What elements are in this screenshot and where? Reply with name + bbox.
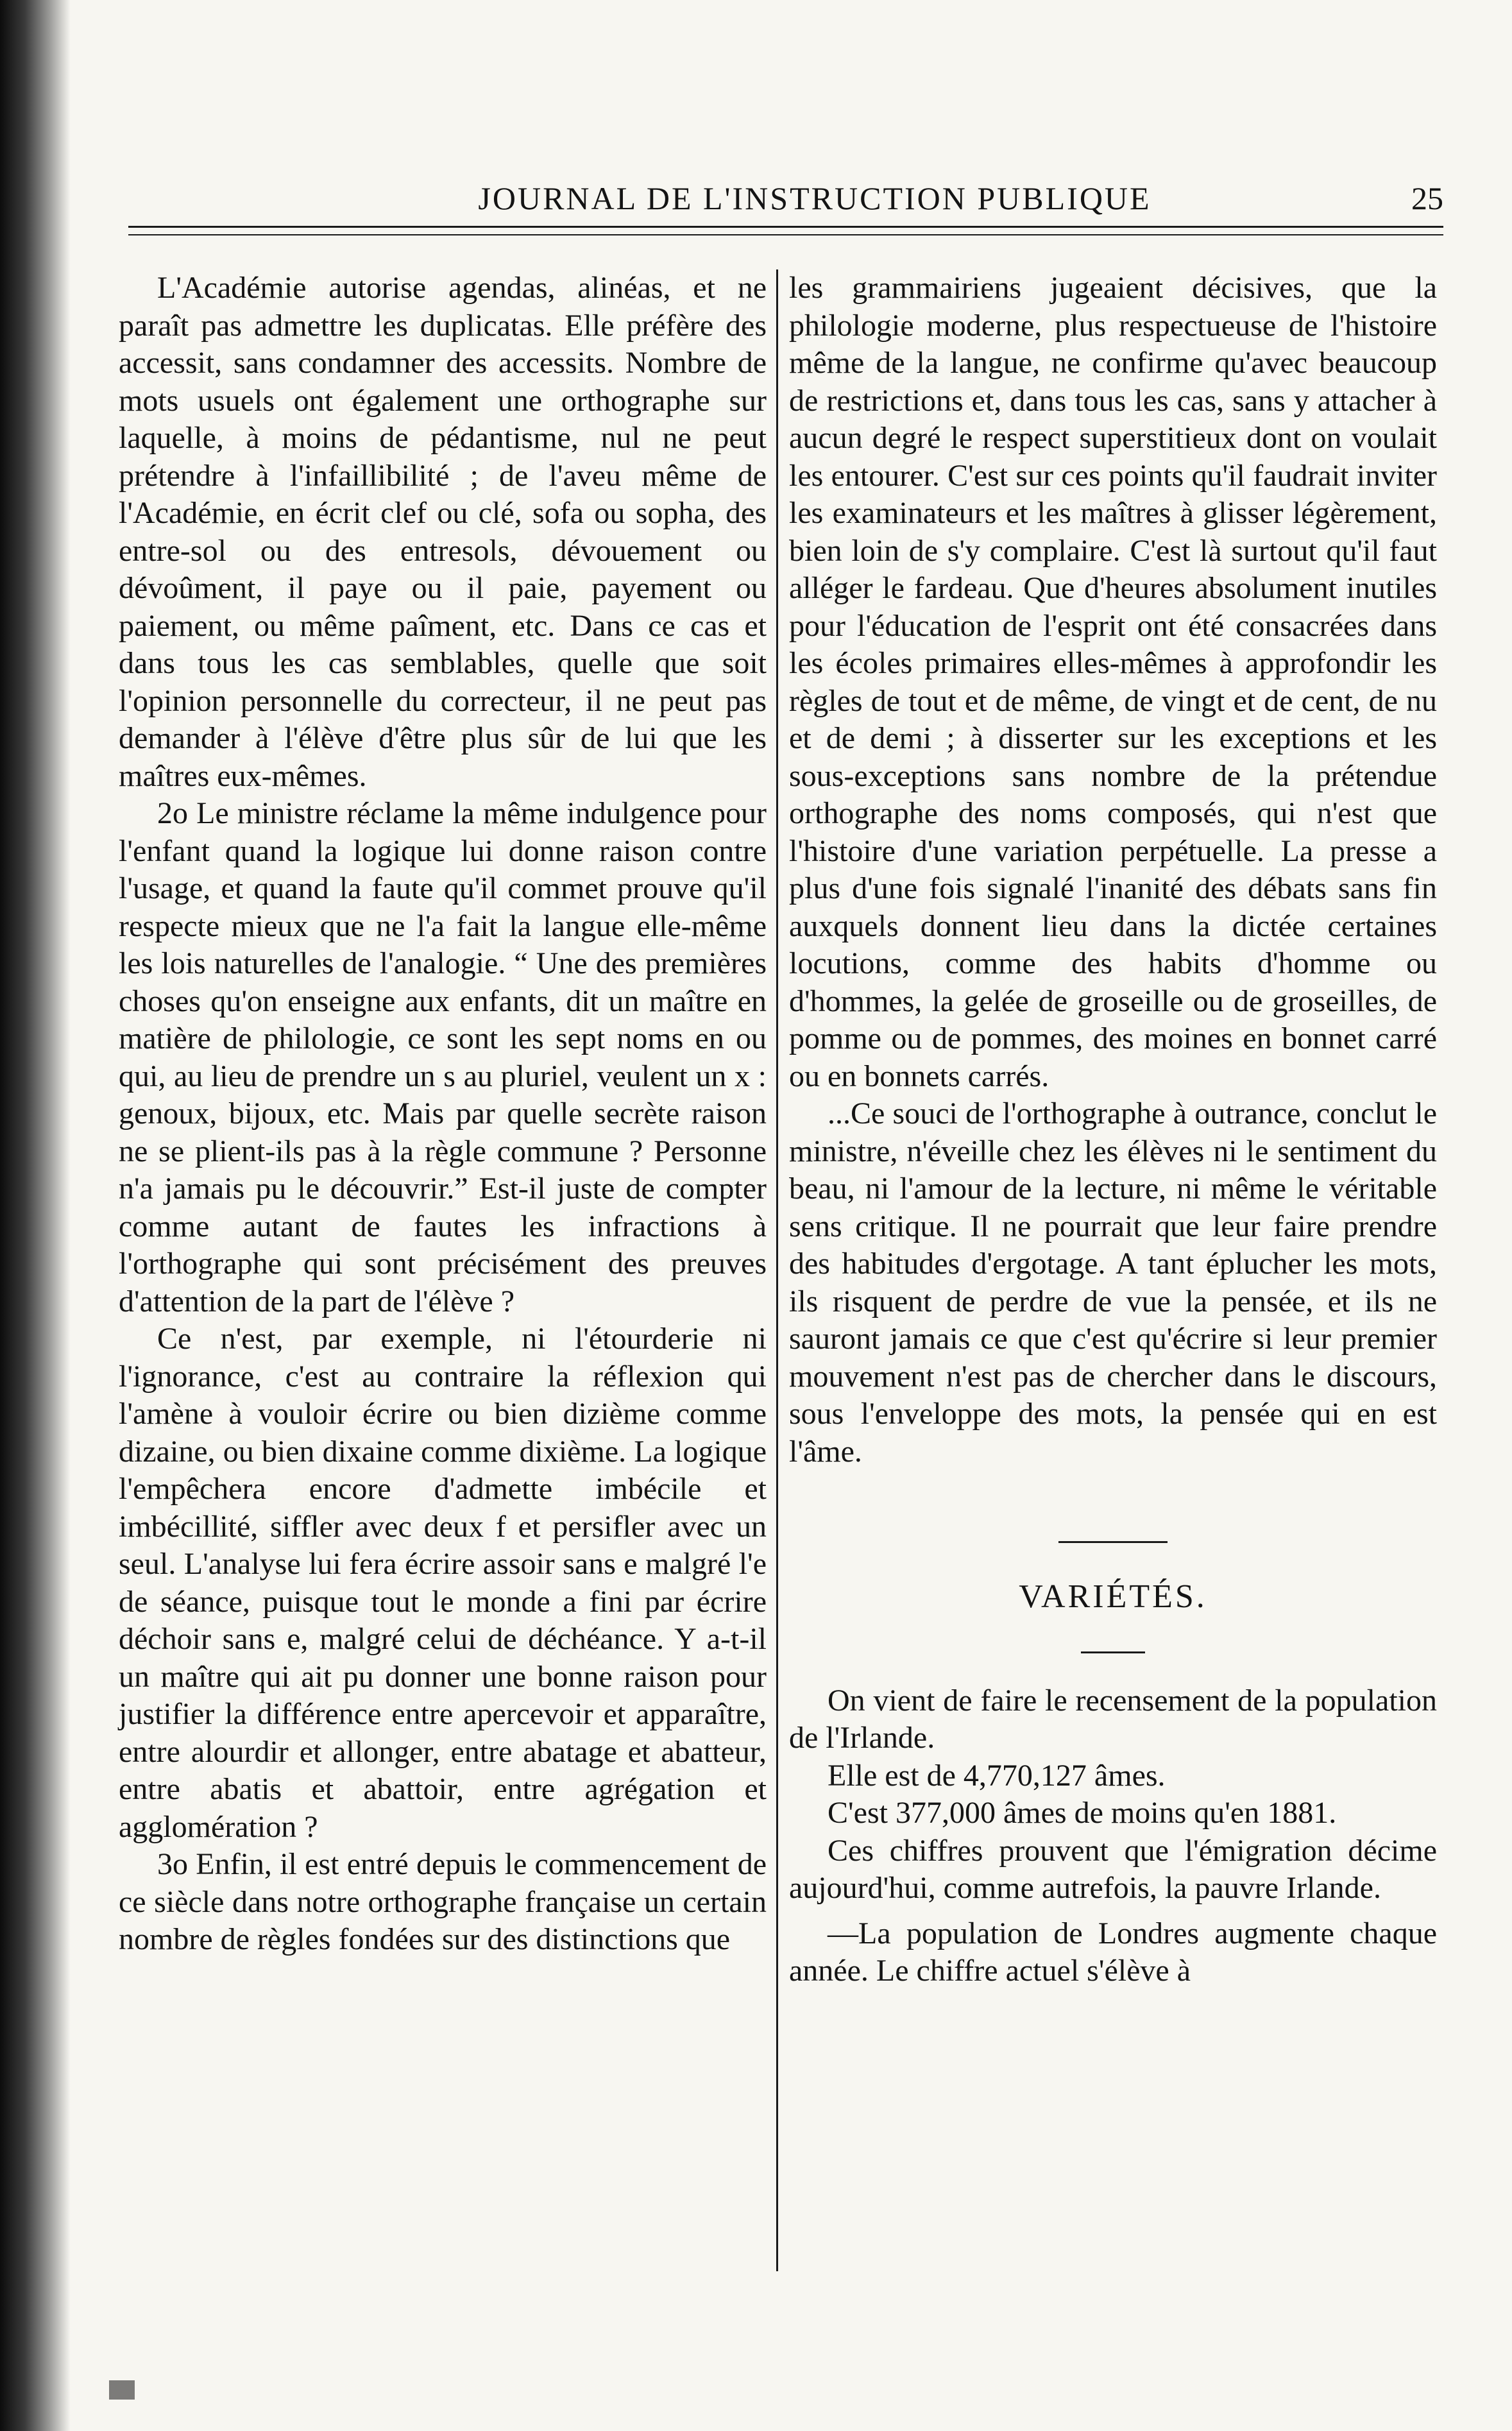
header-double-rule [128,226,1443,235]
paragraph: 2o Le ministre réclame la même indulgence pour l'enfant quand la logique lui donne raison contre l'usage, et quand la faute qu'il commet prouve qu'il respecte mieux que ne l'a fait la langue elle-même les lois naturelles de l'analogie. “ Une des premières choses qu'on enseigne aux enfants, dit un maître en matière de philologie, ce sont les sept noms en ou qui, au lieu de prendre un s au pluriel, veulent un x : genoux, bijoux, etc. Mais par quelle secrète raison ne se plient-ils pas à la règle commune ? Personne n'a jamais pu le découvrir.” Est-il juste de compter comme autant de fautes les infractions à l'orthographe qui sont précisément des preuves d'attention de la part de l'élève ? [119,796,767,1318]
paragraph: ...Ce souci de l'orthographe à outrance, conclut le ministre, n'éveille chez les élèves ni le sentiment du beau, ni l'amour de la lecture, ni même le véritable sens critique. Il ne pourrait que leur faire prendre des habitudes d'ergotage. A tant éplucher les mots, ils risquent de perdre de vue la pensée, et ils ne sauront jamais ce que c'est qu'écrire si leur premier mouvement n'est pas de chercher dans le discours, sous l'enveloppe des mots, la pensée qui en est l'âme. [789,1096,1437,1469]
scanned-page-edge [0,0,71,2431]
section-rule [1058,1541,1168,1543]
paragraph: Ces chiffres prouvent que l'émigration décime aujourd'hui, comme autrefois, la pauvre Irlande. [789,1833,1437,1905]
paragraph: C'est 377,000 âmes de moins qu'en 1881. [828,1796,1337,1830]
page-header [128,180,1443,225]
section-rule-small [1081,1651,1145,1653]
left-column [119,269,767,1959]
paragraph: Elle est de 4,770,127 âmes. [828,1758,1166,1793]
scan-artifact [109,2380,135,2400]
paragraph: On vient de faire le recensement de la population de l'Irlande. [789,1683,1437,1755]
paragraph: les grammairiens jugeaient décisives, que la philologie moderne, plus respectueuse de l'histoire même de la langue, ne confirme qu'avec beaucoup de restrictions et, dans tous les cas, sans y attacher à aucun degré le respect superstitieux dont on voulait les entourer. C'est sur ces points qu'il faudrait inviter les examinateurs et les maîtres à glisser légèrement, bien loin de s'y complaire. C'est là surtout qu'il faut alléger le fardeau. Que d'heures absolument inutiles pour l'éducation de l'esprit ont été consacrées dans les écoles primaires elles-mêmes à approfondir les règles de tout et de même, de vingt et de cent, de nu et de demi ; à disserter sur les exceptions et les sous-exceptions sans nombre de la prétendue orthographe des noms composés, qui n'est que l'histoire d'une variation perpétuelle. La presse a plus d'une fois signalé l'inanité des débats sans fin auxquels donnent lieu dans la dictée certaines locutions, comme des habits d'homme ou d'hommes, la gelée de groseille ou de groseilles, de pomme ou de pommes, des moines en bonnet carré ou en bonnets carrés. [789,271,1437,1093]
page-number: 25 [1411,180,1443,216]
paragraph: 3o Enfin, il est entré depuis le commencement de ce siècle dans notre orthographe française un certain nombre de règles fondées sur des distinctions que [119,1847,767,1956]
running-title: JOURNAL DE L'INSTRUCTION PUBLIQUE [478,180,1151,216]
paragraph: L'Académie autorise agendas, alinéas, et ne paraît pas admettre les duplicatas. Elle préfère des accessit, sans condamner des accessits. Nombre de mots usuels ont également une orthographe sur laquelle, à moins de pédantisme, nul ne peut prétendre à l'infaillibilité ; de l'aveu même de l'Académie, en écrit clef ou clé, sofa ou sopha, des entre-sol ou des entresols, dévouement ou dévoûment, il paye ou il paie, payement ou paiement, ou même paîment, etc. Dans ce cas et dans tous les cas semblables, quelle que soit l'opinion personnelle du correcteur, il ne peut pas demander à l'élève d'être plus sûr de lui que les maîtres eux-mêmes. [119,271,767,793]
paragraph: Ce n'est, par exemple, ni l'étourderie ni l'ignorance, c'est au contraire la réflexion qui l'amène à vouloir écrire ou bien dizième comme dizaine, ou bien dixaine comme dixième. La logique l'empêchera encore d'admette imbécile et imbécillité, siffler avec deux f et persifler avec un seul. L'analyse lui fera écrire assoir sans e malgré l'e de séance, puisque tout le monde a fini par écrire déchoir sans e, malgré celui de déchéance. Y a-t-il un maître qui ait pu donner une bonne raison pour justifier la différence entre apercevoir et apparaître, entre alourdir et allonger, entre abatage et abatteur, entre abatis et abattoir, entre agrégation et agglomération ? [119,1322,767,1844]
section-title: VARIÉTÉS. [1019,1578,1207,1615]
column-divider [776,269,778,2271]
paragraph: —La population de Londres augmente chaque année. Le chiffre actuel s'élève à [789,1916,1437,1988]
right-column [789,269,1437,1990]
